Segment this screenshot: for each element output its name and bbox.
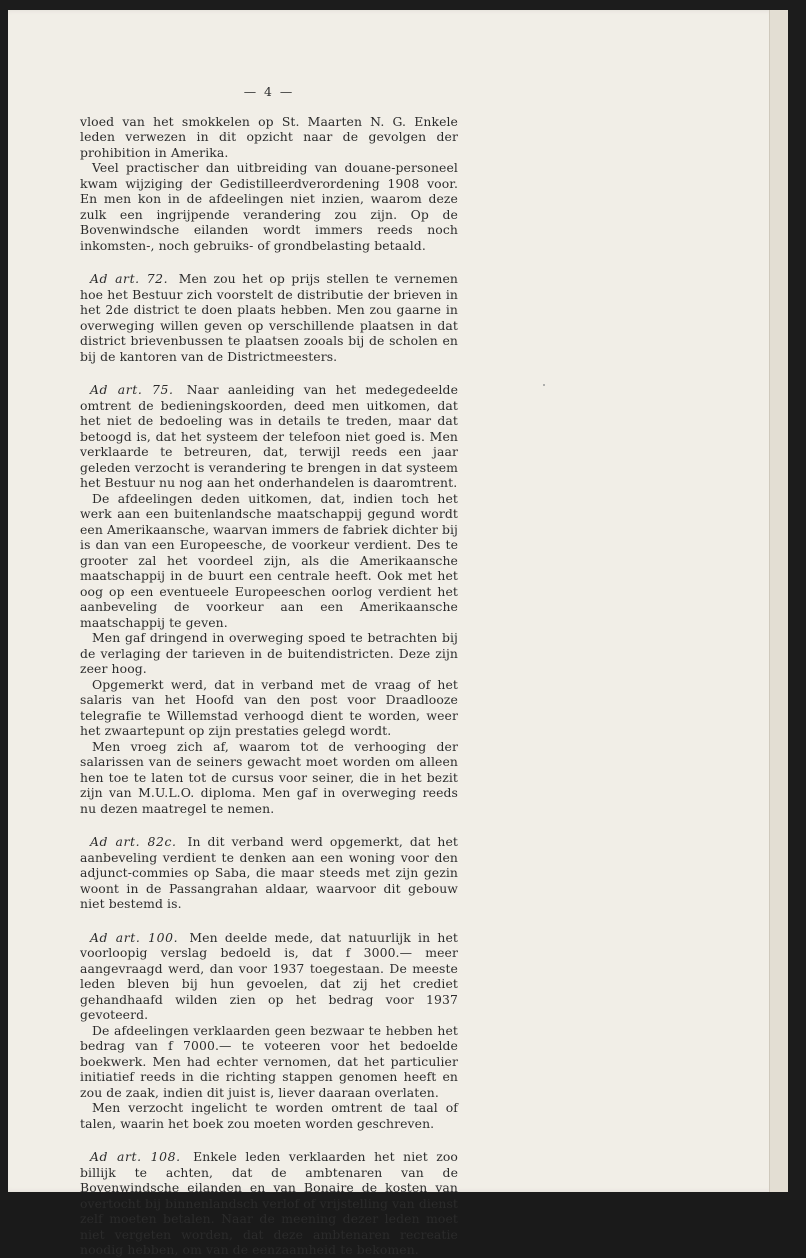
- paragraph-continuation: vloed van het smokkelen op St. Maarten N. G. Enkele leden verwezen in dit opzicht naar de gevolgen der prohibition in Amerika.: [80, 113, 458, 160]
- article-reference: Ad art. 82c.: [90, 834, 177, 849]
- article-reference: Ad art. 108.: [90, 1149, 181, 1164]
- speck: [543, 384, 545, 386]
- section-art-100: [80, 930, 458, 1023]
- section-art-72: [80, 271, 458, 364]
- paragraph: Men gaf dringend in overweging spoed te betrachten bij de verlaging der tarieven in de buitendistricten. Deze zijn zeer hoog.: [80, 630, 458, 676]
- section-text: Enkele leden verklaarden het niet zoo billijk te achten, dat de ambtenaren van de Bovenwindsche eilanden en van Bonaire de kosten van overtocht bij binnenlandsch verlof of vrijstelling van dienst zelf moeten betalen. Naar de meening dezer leden moet niet vergeten worden, dat deze ambtenaren recreatie noodig hebben, om van de eenzaamheid te bekomen.: [80, 1149, 458, 1257]
- section-text: Men zou het op prijs stellen te vernemen hoe het Bestuur zich voorstelt de distributie der brieven in het 2de district te doen plaats hebben. Men zou gaarne in overweging willen geven op verschillende plaatsen in dat district brievenbussen te plaatsen zooals bij de scholen en bij de kantoren van de Districtmeesters.: [80, 271, 458, 364]
- section-art-108: [80, 1149, 458, 1258]
- paragraph: Men verzocht ingelicht te worden omtrent de taal of talen, waarin het boek zou moeten worden geschreven.: [80, 1100, 458, 1131]
- article-reference: Ad art. 100.: [90, 929, 179, 945]
- paragraph: Men vroeg zich af, waarom tot de verhooging der salarissen van de seiners gewacht moet worden om alleen hen toe te laten tot de cursus voor seiner, die in het bezit zijn van M.U.L.O. diploma. Men gaf in overweging reeds nu dezen maatregel te nemen.: [80, 738, 458, 816]
- paragraph: Opgemerkt werd, dat in verband met de vraag of het salaris van het Hoofd van den post voor Draadlooze telegrafie te Willemstad verhoogd dient te worden, weer het zwaartepunt op zijn prestaties gelegd wordt.: [80, 676, 458, 738]
- article-reference: Ad art. 72.: [90, 271, 169, 286]
- section-text: In dit verband werd opgemerkt, dat het aanbeveling verdient te denken aan een woning voor den adjunct-commies op Saba, die maar steeds met zijn gezin woont in de Passangrahan aldaar, waarvoor dit gebouw niet bestemd is.: [80, 834, 458, 911]
- section-art-75: [80, 382, 458, 491]
- section-text: Naar aanleiding van het medegedeelde omtrent de bedieningskoorden, deed men uitkomen, dat het niet de bedoeling was in details te treden, maar dat betoogd is, dat het systeem der telefoon niet goed is. Men verklaarde te betreuren, dat, terwijl reeds een jaar geleden verzocht is verandering te brengen in dat systeem het Bestuur nu nog aan het onderhandelen is daaromtrent.: [80, 382, 459, 490]
- paragraph: De afdeelingen deden uitkomen, dat, indien toch het werk aan een buitenlandsche maatschappij gegund wordt een Amerikaansche, waarvan immers de fabriek dichter bij is dan van een Europeesche, de voorkeur verdient. Des te grooter zal het voordeel zijn, als die Amerikaansche maatschappij in de buurt een centrale heeft. Ook met het oog op een eventueele Europeeschen oorlog verdient het aanbeveling de voorkeur aan een Amerikaansche maatschappij te geven.: [80, 490, 458, 630]
- page-number: — 4 —: [243, 84, 295, 99]
- paragraph: De afdeelingen verklaarden geen bezwaar te hebben het bedrag van f 7000.— te voteeren voor het bedoelde boekwerk. Men had echter vernomen, dat het particulier initiatief reeds in die richting stappen genomen heeft en zou de zaak, indien dit juist is, liever daaraan overlaten.: [80, 1022, 458, 1100]
- article-reference: Ad art. 75.: [90, 382, 174, 397]
- page-edge: [769, 10, 788, 1192]
- text-column: [80, 84, 458, 1258]
- paragraph: Veel practischer dan uitbreiding van douane-personeel kwam wijziging der Gedistilleerdverordening 1908 voor. En men kon in de afdeelingen niet inzien, waarom deze zulk een ingrijpende verandering zou zijn. Op de Bovenwindsche eilanden wordt immers reeds noch inkomsten-, noch gebruiks- of grondbelasting betaald.: [80, 160, 458, 253]
- section-art-82c: [80, 834, 458, 912]
- section-text: Men deelde mede, dat natuurlijk in het voorloopig verslag bedoeld is, dat f 3000.— meer aangevraagd werd, dan voor 1937 toegestaan. De meeste leden bleven bij hun gevoelen, dat zij het crediet gehandhaafd wilden zien op het bedrag voor 1937 gevoteerd.: [80, 929, 458, 1022]
